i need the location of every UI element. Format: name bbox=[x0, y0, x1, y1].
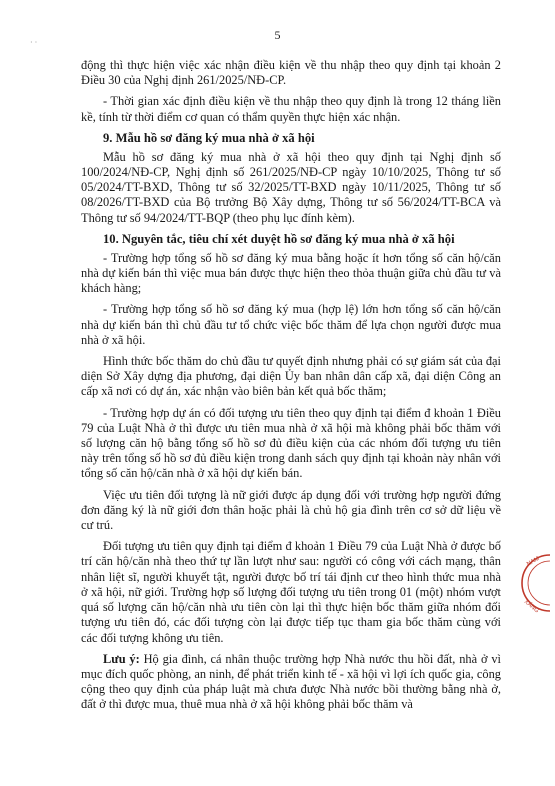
paragraph: động thì thực hiện việc xác nhận điều kiện về thu nhập theo quy định tại khoản 2 Điều 30 của Nghị định 261/2025/NĐ-CP. bbox=[81, 58, 501, 88]
red-seal-stamp bbox=[518, 552, 550, 614]
paragraph: Hình thức bốc thăm do chủ đầu tư quyết định nhưng phải có sự giám sát của đại diện Sở Xây dựng địa phương, đại diện Ủy ban nhân dân cấp xã, đại diện Công an cấp xã nơi có dự án, xác nhận vào biên bản kết quả bốc thăm; bbox=[81, 354, 501, 399]
svg-text:XÁNG: XÁNG bbox=[522, 598, 540, 614]
paragraph: - Trường hợp tổng số hồ sơ đăng ký mua (hợp lệ) lớn hơn tổng số căn hộ/căn nhà dự kiến bán thì chủ đầu tư tổ chức việc bốc thăm để lựa chọn người được mua nhà ở xã hội. bbox=[81, 302, 501, 347]
svg-text:NAM: NAM bbox=[526, 555, 541, 568]
paragraph: Mẫu hồ sơ đăng ký mua nhà ở xã hội theo quy định tại Nghị định số 100/2024/NĐ-CP, Nghị định số 261/2025/NĐ-CP ngày 10/10/2025, Thông tư số 05/2024/TT-BXD, Thông tư số 32/2025/TT-BXD ngày 10/11/2025, Thông tư số 08/2026/TT-BXD của Bộ trưởng Bộ Xây dựng, Thông tư số 56/2024/TT-BCA và Thông tư số 94/2024/TT-BQP (theo phụ lục đính kèm). bbox=[81, 149, 501, 225]
section-heading-10: 10. Nguyên tắc, tiêu chí xét duyệt hồ sơ đăng ký mua nhà ở xã hội bbox=[103, 231, 455, 246]
document-body bbox=[81, 58, 501, 719]
paragraph: Việc ưu tiên đối tượng là nữ giới được áp dụng đối với trường hợp người đứng đơn đăng ký là nữ giới đơn thân hoặc phải là chủ hộ gia đình trên cơ sở dữ liệu về cư trú. bbox=[81, 487, 501, 533]
paragraph-note bbox=[81, 652, 501, 713]
scan-speck: · · bbox=[30, 38, 38, 47]
note-text: Hộ gia đình, cá nhân thuộc trường hợp Nhà nước thu hồi đất, nhà ở vì mục đích quốc phòng, an ninh, để phát triển kinh tế - xã hội vì lợi ích quốc gia, công cộng theo quy định của pháp luật mà chưa được Nhà nước bồi thường bằng nhà ở, đất ở thì được mua, thuê mua nhà ở xã hội không phải bốc thăm và bbox=[81, 651, 502, 712]
paragraph: - Thời gian xác định điều kiện về thu nhập theo quy định là trong 12 tháng liền kề, tính từ thời điểm cơ quan có thẩm quyền thực hiện xác nhận. bbox=[81, 94, 501, 124]
section-heading-9: 9. Mẫu hồ sơ đăng ký mua nhà ở xã hội bbox=[103, 130, 315, 145]
note-label: Lưu ý: bbox=[103, 651, 140, 666]
page-number: 5 bbox=[274, 28, 281, 42]
paragraph: - Trường hợp dự án có đối tượng ưu tiên theo quy định tại điểm đ khoản 1 Điều 79 của Luật Nhà ở thì được ưu tiên mua nhà ở xã hội mà không phải bốc thăm với số lượng căn hộ bằng tổng số hồ sơ đủ điều kiện của các nhóm đối tượng ưu tiên này trên tổng số hồ sơ đủ điều kiện trong danh sách quy định tại khoản này nhân với tổng số căn hộ/căn nhà ở xã hội dự kiến bán. bbox=[81, 405, 501, 481]
paragraph: - Trường hợp tổng số hồ sơ đăng ký mua bằng hoặc ít hơn tổng số căn hộ/căn nhà dự kiến bán thì việc mua bán được thực hiện theo thỏa thuận giữa chủ đầu tư và khách hàng; bbox=[81, 250, 501, 296]
paragraph: Đối tượng ưu tiên quy định tại điểm đ khoản 1 Điều 79 của Luật Nhà ở được bố trí căn hộ/căn nhà theo thứ tự lần lượt như sau: người có công với cách mạng, thân nhân liệt sĩ, người khuyết tật, người được bố trí tái định cư theo hình thức mua nhà ở xã hội, nữ giới. Trường hợp số lượng đối tượng ưu tiên trong 01 (một) nhóm vượt quá số lượng căn hộ/căn nhà ưu tiên còn lại thì thực hiện bốc thăm giữa nhóm đối tượng ưu tiên đó, các đối tượng còn lại được tiếp tục tham gia bốc thăm cùng với các đối tượng không ưu tiên. bbox=[81, 539, 501, 645]
